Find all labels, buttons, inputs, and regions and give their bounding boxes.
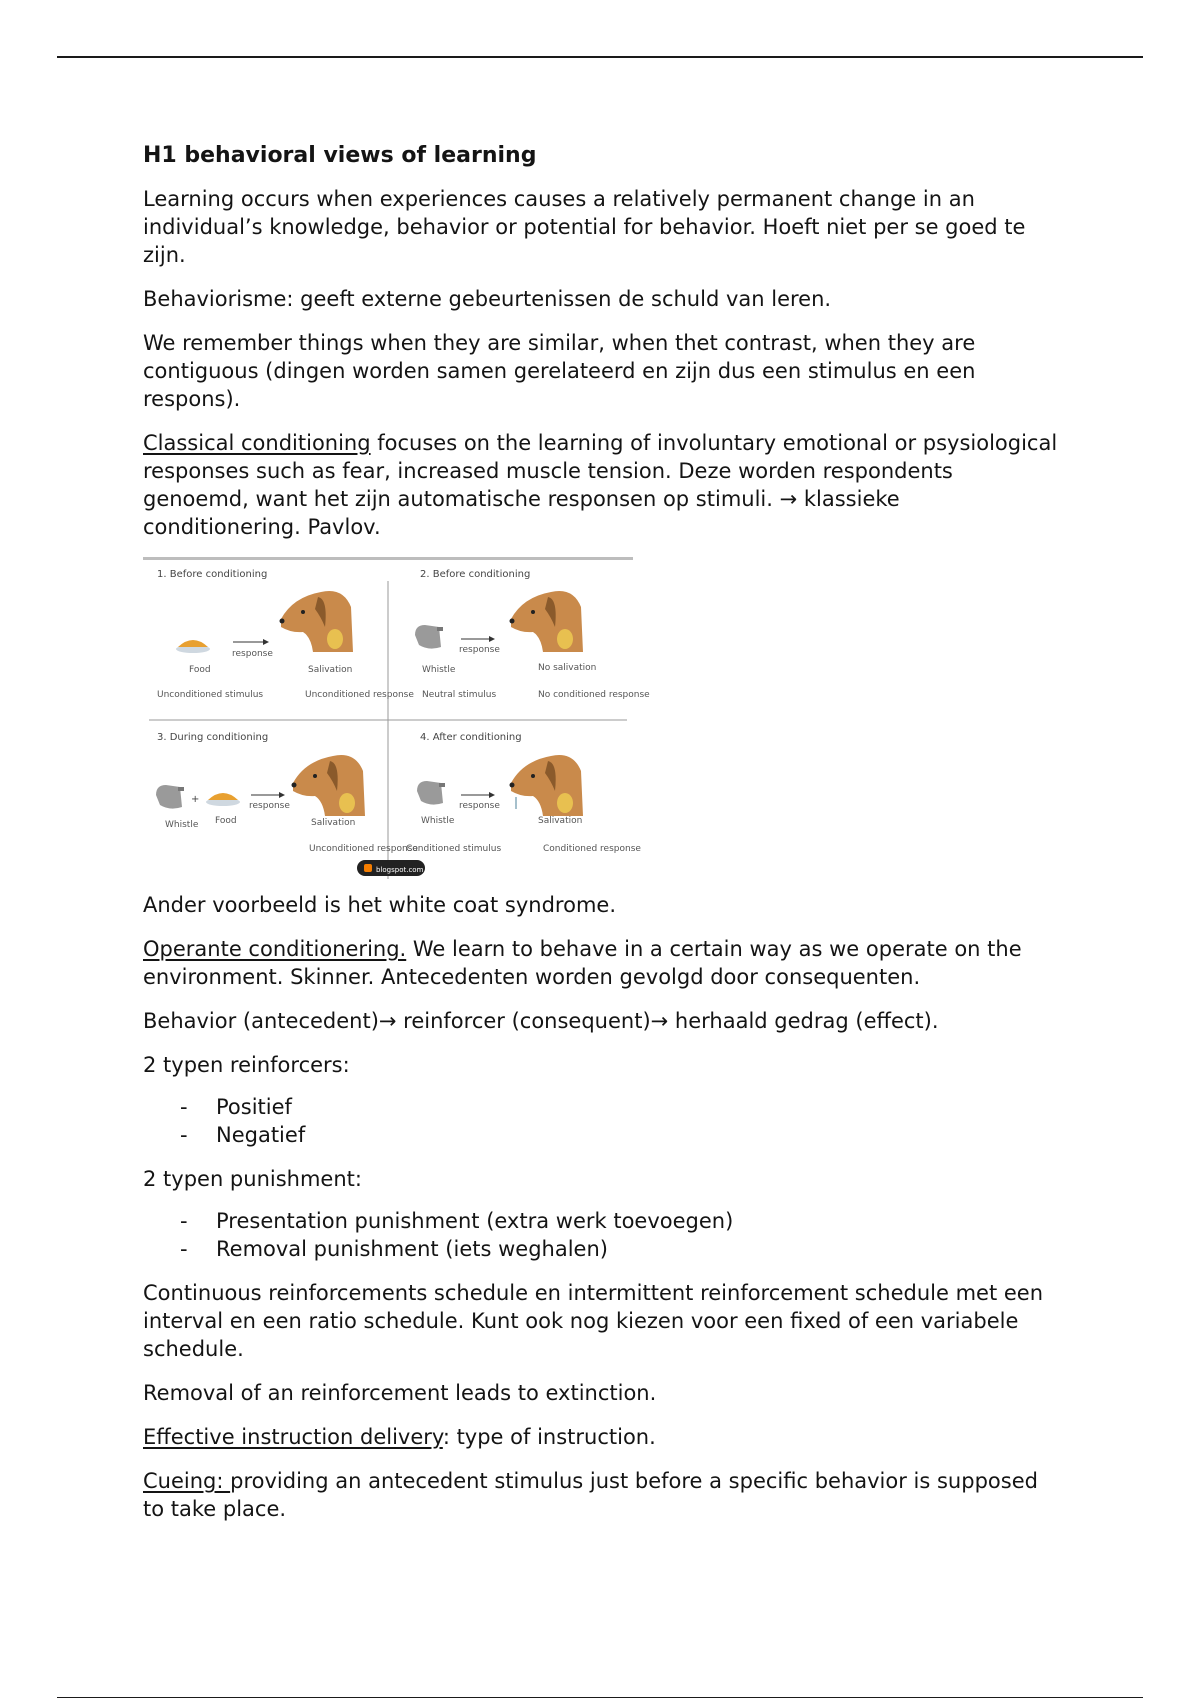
panel-2-stimulus-type: Neutral stimulus: [422, 690, 497, 700]
panel-4-arrow-label: response: [459, 801, 500, 811]
term-classical-conditioning: Classical conditioning: [143, 431, 371, 455]
paragraph-effective-instruction: [143, 1423, 1063, 1451]
panel-1-arrow-label: response: [232, 649, 273, 659]
term-cueing: Cueing:: [143, 1469, 231, 1493]
panel-2-response-type: No conditioned response: [538, 690, 650, 700]
panel-3-response-type: Unconditioned response: [309, 844, 418, 854]
list-item: - Positief: [143, 1093, 1063, 1121]
paragraph-operant-conditioning: [143, 935, 1063, 991]
panel-1-response-item: Salivation: [308, 665, 353, 675]
pavlov-diagram: [143, 557, 650, 879]
panel-1-title: 1. Before conditioning: [157, 569, 268, 580]
whistle-icon: [415, 625, 443, 649]
watermark-text: blogspot.com: [376, 866, 424, 874]
whistle-icon: [417, 781, 445, 805]
paragraph-learning-definition: Learning occurs when experiences causes a relatively permanent change in an individual’s knowledge, behavior or potential for behavior. Hoeft niet per se goed te zijn.: [143, 187, 1026, 267]
panel-3-arrow-label: response: [249, 801, 290, 811]
term-effective-instruction: Effective instruction delivery: [143, 1425, 443, 1449]
paragraph-extinction: Removal of an reinforcement leads to extinction.: [143, 1381, 657, 1405]
panel-4-title: 4. After conditioning: [420, 732, 522, 743]
watermark-badge: [357, 860, 425, 876]
term-operant-conditioning: Operante conditionering.: [143, 937, 407, 961]
paragraph-reinforcers: 2 typen reinforcers:: [143, 1053, 350, 1077]
panel-3-stimulus-item: Whistle: [165, 820, 199, 830]
panel-4-response-item: Salivation: [538, 816, 583, 826]
document-body: [143, 140, 1063, 1539]
panel-2-response-item: No salivation: [538, 663, 597, 673]
list-item: - Negatief: [143, 1121, 1063, 1149]
panel-3-stimulus-item-2: Food: [215, 816, 237, 826]
list-item: - Removal punishment (iets weghalen): [143, 1235, 1063, 1263]
list-item: - Presentation punishment (extra werk toevoegen): [143, 1207, 1063, 1235]
paragraph-schedules: Continuous reinforcements schedule en intermittent reinforcement schedule met een interval en een ratio schedule. Kunt ook nog kiezen voor een fixed of een variabele schedule.: [143, 1281, 1044, 1361]
panel-1-response-type: Unconditioned response: [305, 690, 414, 700]
chapter-heading: H1 behavioral views of learning: [143, 143, 537, 168]
paragraph-punishment: 2 typen punishment:: [143, 1167, 362, 1191]
panel-4-stimulus-item: Whistle: [421, 816, 455, 826]
panel-4-stimulus-type: Conditioned stimulus: [406, 844, 502, 854]
cueing-text: providing an antecedent stimulus just before a specific behavior is supposed to take place.: [143, 1469, 1038, 1521]
pavlov-conditioning-figure: [143, 557, 650, 879]
paragraph-behaviorism: Behaviorisme: geeft externe gebeurtenissen de schuld van leren.: [143, 287, 832, 311]
classical-conditioning-text: focuses on the learning of involuntary emotional or psysiological responses such as fear, increased muscle tension. Deze worden respondents genoemd, want het zijn automatische responsen op stimuli. → klassieke conditionering. Pavlov.: [143, 431, 1058, 539]
paragraph-white-coat: Ander voorbeeld is het white coat syndrome.: [143, 893, 616, 917]
panel-4-response-type: Conditioned response: [543, 844, 641, 854]
panel-3-response-item: Salivation: [311, 818, 356, 828]
paragraph-classical-conditioning: [143, 429, 1063, 541]
header-rule: [57, 56, 1143, 58]
paragraph-remember: We remember things when they are similar, when thet contrast, when they are contiguous (dingen worden samen gerelateerd en zijn dus een stimulus en een respons).: [143, 331, 976, 411]
whistle-icon: [156, 785, 184, 809]
panel-2-title: 2. Before conditioning: [420, 569, 531, 580]
panel-1-stimulus-item: Food: [189, 665, 211, 675]
operant-conditioning-text: We learn to behave in a certain way as we operate on the environment. Skinner. Antecedenten worden gevolgd door consequenten.: [143, 937, 1022, 989]
paragraph-cueing: [143, 1467, 1063, 1523]
reinforcer-list: [143, 1093, 1063, 1149]
panel-2-arrow-label: response: [459, 645, 500, 655]
panel-1-stimulus-type: Unconditioned stimulus: [157, 690, 264, 700]
punishment-list: [143, 1207, 1063, 1263]
footer-rule: [57, 1697, 1143, 1698]
effective-instruction-text: : type of instruction.: [442, 1425, 656, 1449]
panel-2-stimulus-item: Whistle: [422, 665, 456, 675]
paragraph-behavior-chain: Behavior (antecedent)→ reinforcer (consequent)→ herhaald gedrag (effect).: [143, 1009, 939, 1033]
plus-icon: +: [191, 794, 200, 805]
panel-3-title: 3. During conditioning: [157, 732, 269, 743]
